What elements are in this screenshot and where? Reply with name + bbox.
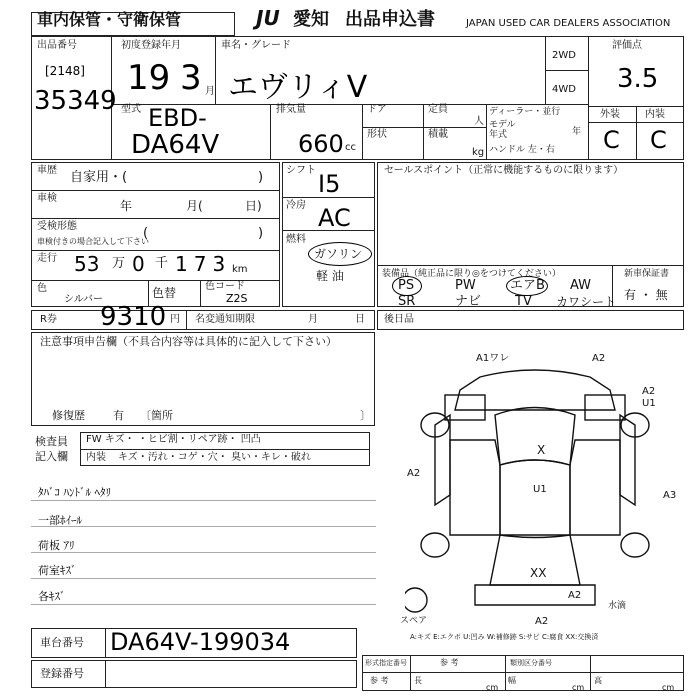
- checker-row2-label: 内装: [86, 452, 106, 463]
- repair-value: 有: [113, 409, 124, 422]
- color-change-label: 色替: [152, 286, 177, 300]
- equipment-label: 装備品（純正品に限り◎をつけてください）: [382, 269, 561, 279]
- ac-label: 冷房: [286, 200, 306, 211]
- handle-label: ハンドル 左・右: [489, 145, 555, 155]
- handwritten-note-3: 荷板 ｱﾘ: [38, 539, 75, 552]
- later-frame: [377, 310, 684, 330]
- history-label: 車歴: [37, 165, 57, 176]
- reception-close: ): [258, 226, 264, 241]
- year-unit: 年: [572, 127, 582, 137]
- vin-value: DA64V-199034: [110, 628, 291, 656]
- equip-navi: ナビ: [455, 294, 482, 309]
- ref-1: 参 考: [440, 658, 459, 667]
- capacity-label: 定員: [428, 104, 448, 115]
- airbag-circle: [506, 276, 548, 296]
- inspection-month: 月(: [186, 199, 203, 213]
- fuel-label: 燃料: [286, 234, 306, 245]
- mark-a2-bottom: A2: [535, 616, 549, 627]
- lot-code: [2148]: [45, 64, 85, 78]
- mileage-label: 走行: [37, 253, 57, 264]
- mark-a1: A1ワレ: [476, 353, 510, 364]
- mark-water: 水滴: [608, 601, 627, 611]
- repair-label: 修復歴: [52, 409, 85, 422]
- mileage-thou-unit: 千: [155, 256, 169, 271]
- mileage-man-value: 53: [74, 252, 100, 276]
- car-name-value: エヴリィV: [228, 70, 368, 105]
- equip-sr: SR: [398, 294, 416, 309]
- mark-a2-right: A2: [642, 386, 656, 397]
- notice-day: 日: [355, 314, 365, 325]
- color-code-label: 色コード: [205, 281, 245, 292]
- new-warranty-value: 有 ・ 無: [624, 288, 668, 302]
- mileage-man-unit: 万: [112, 256, 126, 271]
- unit-cm-3: cm: [662, 683, 675, 692]
- displacement-value: 660: [298, 130, 344, 158]
- mark-a2-top: A2: [592, 353, 606, 364]
- color-label: 色: [37, 283, 47, 294]
- displacement-unit: cc: [345, 142, 356, 153]
- equip-ps: PS: [398, 278, 415, 293]
- load-unit: kg: [472, 147, 485, 158]
- fuel-gas: ガソリン: [314, 247, 363, 261]
- mark-spare: スペア: [400, 616, 428, 626]
- later-label: 後日品: [384, 314, 414, 325]
- displacement-label: 排気量: [276, 104, 306, 115]
- handwritten-note-5: 各ｷｽﾞ: [38, 590, 66, 603]
- notes-label: 注意事項申告欄（不具合内容等は具体的に記入して下さい）: [40, 335, 337, 348]
- sales-point-label: セールスポイント（正常に機能するものに限ります）: [384, 165, 624, 176]
- reception-open: (: [143, 226, 149, 241]
- first-reg-year: 19: [127, 58, 171, 98]
- cat-label: 類別区分番号: [510, 659, 552, 667]
- handwritten-note-4: 荷室ｷｽﾞ: [38, 564, 77, 577]
- form-title-en: JAPAN USED CAR DEALERS ASSOCIATION: [466, 18, 671, 29]
- exterior-label: 外装: [600, 109, 620, 120]
- ref-2: 参 考: [370, 676, 389, 685]
- mark-a2-left: A2: [407, 468, 421, 479]
- inspection-days: 日): [245, 199, 262, 213]
- color-value: シルバー: [64, 294, 104, 305]
- ac-value: AC: [318, 204, 351, 232]
- recycle-unit: 円: [170, 314, 180, 325]
- model-label: 型式: [121, 104, 141, 115]
- grade-value: 3.5: [617, 64, 659, 94]
- handwritten-note-2: 一部ﾎｲｰﾙ: [38, 514, 82, 527]
- interior-grade: C: [650, 126, 667, 154]
- unit-cm-1: cm: [486, 683, 499, 692]
- width-label: 幅: [508, 676, 516, 685]
- unit-cm-2: cm: [572, 683, 585, 692]
- checker-row2: キズ・汚れ・コゲ・穴・ 臭い・キレ・破れ: [118, 452, 311, 463]
- car-name-label: 車名・グレード: [221, 40, 291, 51]
- shift-label: シフト: [286, 165, 316, 176]
- history-close: ): [258, 170, 264, 185]
- equip-tv: TV: [515, 294, 532, 309]
- storage-badge: 車内保管・守衛保管: [37, 10, 182, 29]
- notice-date-label: 名変通知期限: [195, 314, 255, 325]
- reception-label: 受検形態: [37, 221, 77, 232]
- recycle-label: R券: [40, 314, 57, 325]
- first-reg-month: 3: [180, 58, 202, 98]
- shape-label: 形状: [367, 129, 387, 140]
- mileage-unit: km: [232, 264, 248, 275]
- mark-u1-center: U1: [533, 484, 547, 495]
- lot-label: 出品番号: [37, 40, 77, 51]
- interior-label: 内装: [645, 109, 665, 120]
- repair-place: 〔箇所: [140, 409, 173, 422]
- mark-x: X: [537, 443, 546, 457]
- model-value-2: DA64V: [131, 130, 220, 160]
- first-reg-label: 初度登録年月: [121, 40, 181, 51]
- doors-label: ドア: [367, 104, 387, 115]
- diagram-legend: A:キズ E:エクボ U:凹み W:補修跡 S:サビ C:腐食 XX:交換済: [410, 633, 599, 641]
- mileage-rest-value: 173: [175, 252, 232, 276]
- ju-logo: JU: [256, 6, 280, 30]
- 4wd-label: 4WD: [552, 84, 576, 95]
- height-label: 高: [594, 676, 602, 685]
- color-code: Z2S: [226, 292, 248, 305]
- history-value: 自家用・(: [70, 170, 128, 185]
- repair-close: 〕: [360, 409, 371, 422]
- dealer-label: ディーラー・並行: [489, 107, 561, 117]
- mileage-thou-value: 0: [132, 252, 145, 276]
- grade-label: 評価点: [612, 40, 642, 51]
- form-title: 出品申込書: [345, 9, 435, 30]
- model-value-1: EBD-: [148, 104, 207, 132]
- equip-airbag: エアB: [510, 278, 545, 293]
- 2wd-label: 2WD: [552, 50, 576, 61]
- handwritten-note-1: ﾀﾊﾞｺ ﾊﾝﾄﾞﾙ ﾍﾀﾘ: [38, 486, 111, 499]
- inspection-year: 年: [120, 199, 133, 213]
- model-year-label: モデル 年式: [489, 120, 516, 140]
- spec-label: 形式指定番号: [365, 659, 407, 667]
- load-label: 積載: [428, 129, 448, 140]
- notice-month: 月: [308, 314, 318, 325]
- new-warranty-label: 新車保証書: [624, 269, 670, 279]
- capacity-unit: 人: [474, 116, 484, 127]
- lot-number: 35349: [34, 86, 117, 116]
- month-unit: 月: [205, 86, 215, 97]
- shift-value: I5: [318, 170, 341, 198]
- length-label: 長: [414, 676, 422, 685]
- exterior-grade: C: [603, 126, 620, 154]
- mark-a2-rear: A2: [568, 590, 582, 601]
- checker-label-2: 記入欄: [35, 450, 68, 463]
- equip-pw: PW: [455, 278, 476, 293]
- ps-circle: [392, 276, 422, 296]
- plate-label: 登録番号: [40, 667, 84, 680]
- gas-circle: [308, 242, 372, 266]
- vin-label: 車台番号: [40, 636, 84, 649]
- checker-label-1: 検査員: [35, 435, 68, 448]
- equip-leather: カワシート: [556, 295, 617, 309]
- org-name: 愛知: [293, 9, 329, 30]
- fuel-diesel: 軽 油: [316, 269, 344, 283]
- equip-aw: AW: [570, 278, 592, 293]
- checker-row1: FW キズ・ ・ヒビ割・リペア跡・ 凹凸: [86, 434, 261, 445]
- mark-u1-right: U1: [642, 398, 656, 409]
- mark-xx: XX: [530, 566, 547, 580]
- mark-a3: A3: [663, 490, 677, 501]
- recycle-value: 9310: [100, 302, 167, 332]
- inspection-label: 車検: [37, 193, 57, 204]
- reception-note: 車検付きの場合記入して下さい: [37, 237, 149, 246]
